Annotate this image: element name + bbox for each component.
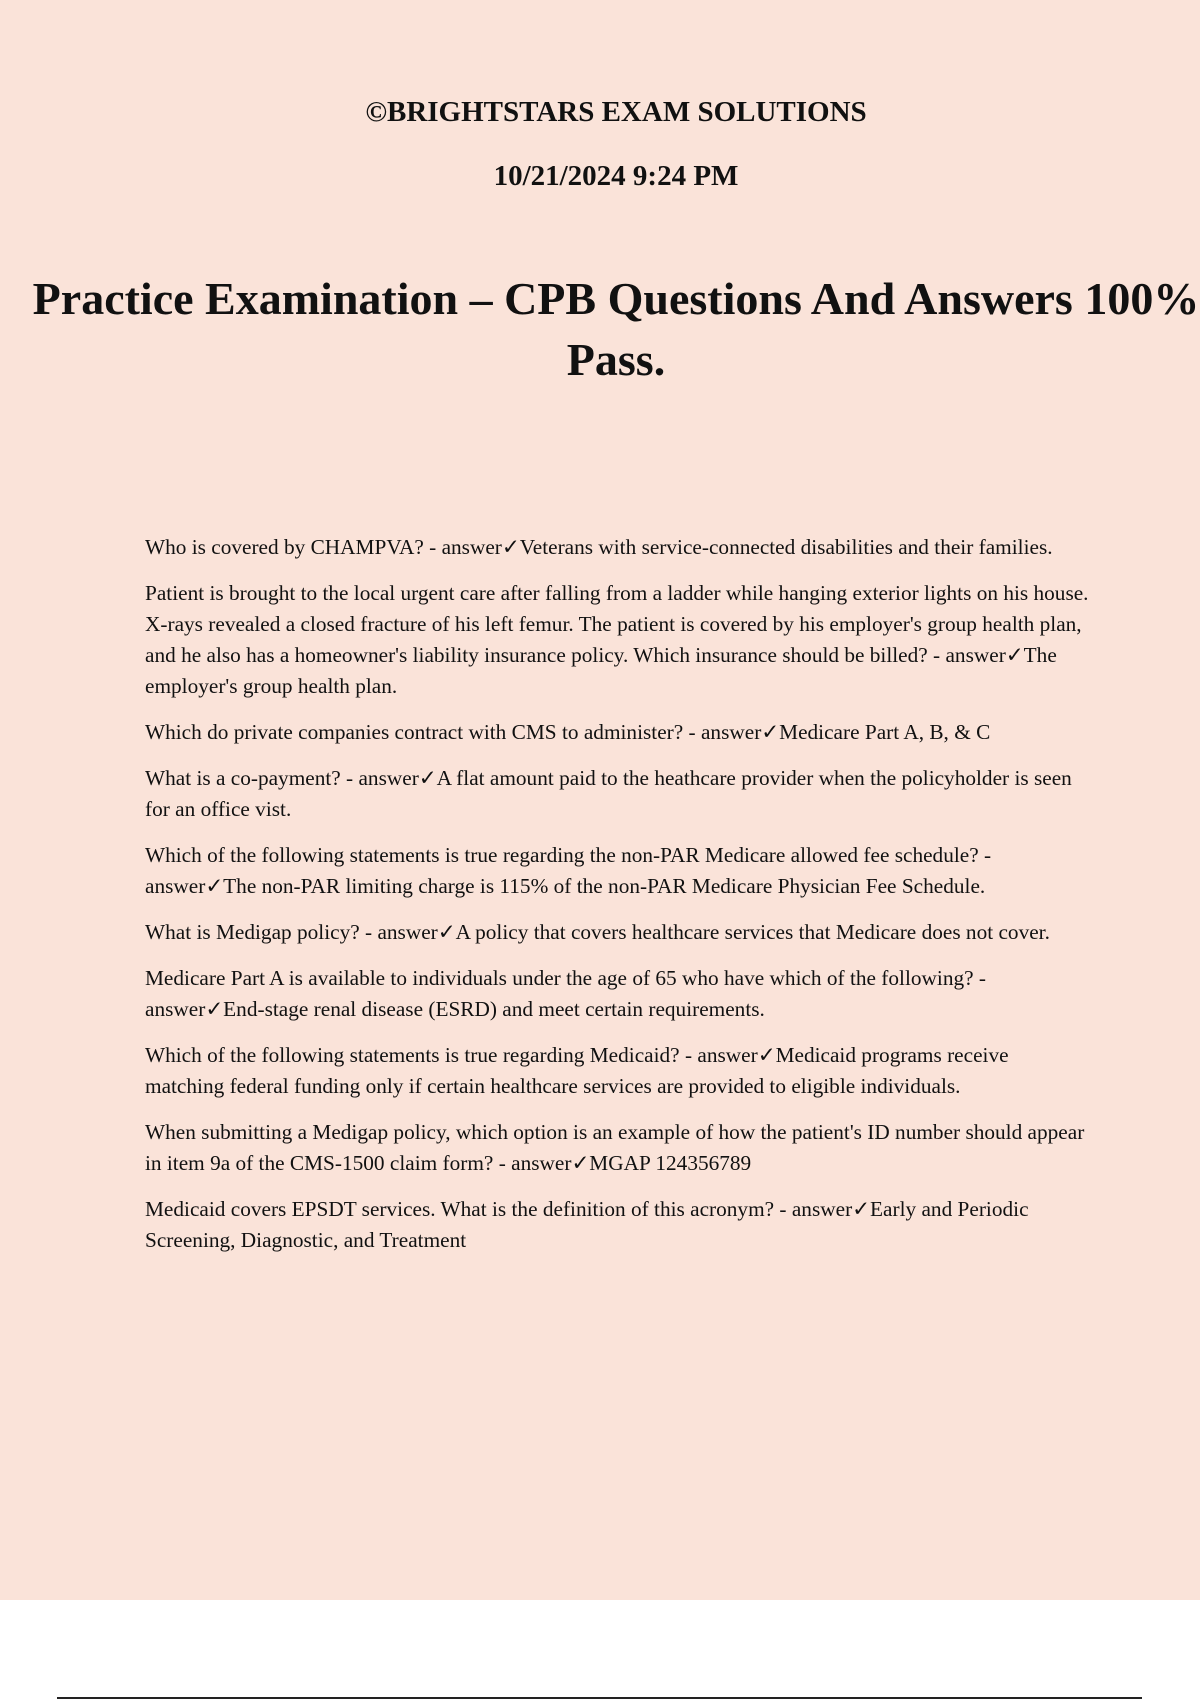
question-text: Medicare Part A is available to individuals under the age of 65 who have which of the following? <box>145 966 974 990</box>
answer-marker: answer✓ <box>791 1197 871 1221</box>
answer-marker: answer✓ <box>697 1043 776 1067</box>
question-text: When submitting a Medigap policy, which option is an example of how the patient's ID number should appear in item 9a of the CMS-1500 claim form? <box>145 1120 1085 1175</box>
answer-marker: answer✓ <box>377 920 456 944</box>
qa-item: When submitting a Medigap policy, which option is an example of how the patient's ID number should appear in item 9a of the CMS-1500 claim form? - answer✓MGAP 124356789 <box>145 1120 1085 1175</box>
answer-text: The non-PAR limiting charge is 115% of the non-PAR Medicare Physician Fee Schedule. <box>223 874 986 898</box>
answer-text: Veterans with service-connected disabilities and their families. <box>519 535 1053 559</box>
question-text: Medicaid covers EPSDT services. What is the definition of this acronym? <box>145 1197 775 1221</box>
datetime-line: 10/21/2024 9:24 PM <box>493 160 739 192</box>
question-text: Which of the following statements is true regarding Medicaid? <box>145 1043 680 1067</box>
footer-divider <box>57 1697 1142 1699</box>
qa-item: Which of the following statements is true regarding the non-PAR Medicare allowed fee schedule? - answer✓The non-PAR limiting charge is 115% of the non-PAR Medicare Physician Fee Schedule. <box>145 843 992 898</box>
answer-text: A flat amount paid to the heathcare provider when the policyholder is seen for an office vist. <box>145 766 1072 821</box>
answer-marker: answer✓ <box>358 766 437 790</box>
answer-text: A policy that covers healthcare services that Medicare does not cover. <box>455 920 1050 944</box>
answer-marker: answer✓ <box>145 874 224 898</box>
question-text: Patient is brought to the local urgent care after falling from a ladder while hanging exterior lights on his house. X-rays revealed a closed fracture of his left femur. The patient is covered by his employer's group health plan, and he also has a homeowner's liability insurance policy. Which insurance should be billed? <box>145 581 1089 667</box>
document-title: Practice Examination – CPB Questions And Answers 100% Pass. <box>32 273 1200 385</box>
answer-marker: answer✓ <box>441 535 520 559</box>
qa-item: Which of the following statements is true regarding Medicaid? - answer✓Medicaid programs receive matching federal funding only if certain healthcare services are provided to eligible individuals. <box>145 1043 1009 1098</box>
question-text: Which of the following statements is true regarding the non-PAR Medicare allowed fee schedule? <box>145 843 979 867</box>
answer-marker: answer✓ <box>511 1151 590 1175</box>
qa-item: Patient is brought to the local urgent care after falling from a ladder while hanging exterior lights on his house. X-rays revealed a closed fracture of his left femur. The patient is covered by his employer's group health plan, and he also has a homeowner's liability insurance policy. Which insurance should be billed? - answer✓The employer's group health plan. <box>145 581 1089 698</box>
brand-line: ©BRIGHTSTARS EXAM SOLUTIONS <box>365 96 867 128</box>
answer-text: Medicaid programs receive matching federal funding only if certain healthcare services are provided to eligible individuals. <box>145 1043 1009 1098</box>
answer-marker: answer✓ <box>700 720 780 744</box>
qa-item: What is a co-payment? - answer✓A flat amount paid to the heathcare provider when the policyholder is seen for an office vist. <box>145 766 1072 821</box>
answer-text: The employer's group health plan. <box>145 643 1057 698</box>
qa-list <box>145 532 1090 1271</box>
qa-item: Who is covered by CHAMPVA? - answer✓Veterans with service-connected disabilities and their families. <box>145 535 1053 559</box>
qa-item: What is Medigap policy? - answer✓A policy that covers healthcare services that Medicare does not cover. <box>145 920 1050 944</box>
question-text: What is Medigap policy? <box>145 920 360 944</box>
qa-item: Medicare Part A is available to individuals under the age of 65 who have which of the following? - answer✓End-stage renal disease (ESRD) and meet certain requirements. <box>145 966 987 1021</box>
answer-marker: answer✓ <box>145 997 224 1021</box>
question-text: Which do private companies contract with CMS to administer? <box>145 720 684 744</box>
question-text: What is a co-payment? <box>145 766 341 790</box>
answer-text: MGAP 124356789 <box>589 1151 752 1175</box>
document-header <box>0 92 1200 196</box>
qa-item: Medicaid covers EPSDT services. What is the definition of this acronym? - answer✓Early and Periodic Screening, Diagnostic, and Treatment <box>145 1197 1029 1252</box>
question-text: Who is covered by CHAMPVA? <box>145 535 424 559</box>
answer-text: End-stage renal disease (ESRD) and meet certain requirements. <box>223 997 765 1021</box>
answer-text: Medicare Part A, B, & C <box>779 720 991 744</box>
answer-marker: answer✓ <box>945 643 1024 667</box>
qa-item: Which do private companies contract with CMS to administer? - answer✓Medicare Part A, B, & C <box>145 720 991 744</box>
answer-text: Early and Periodic Screening, Diagnostic, and Treatment <box>145 1197 1029 1252</box>
